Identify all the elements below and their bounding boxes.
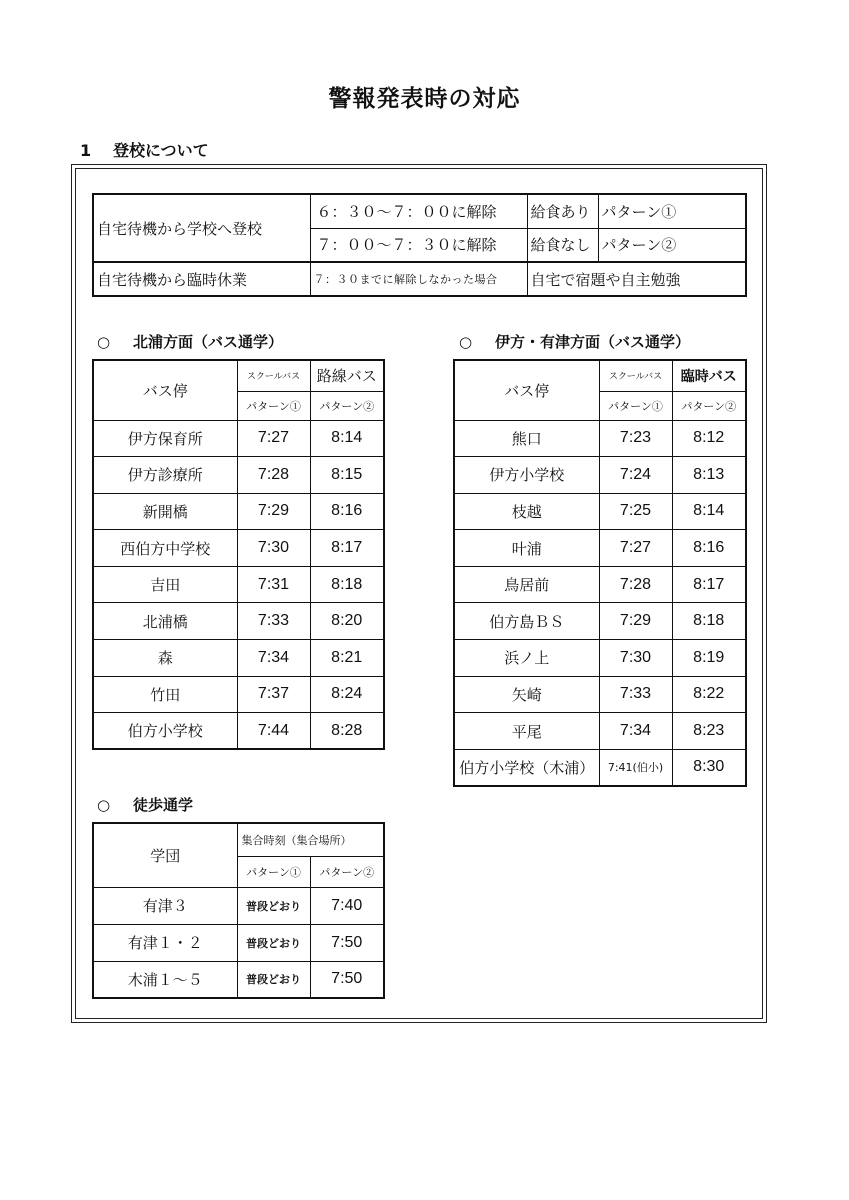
table-row: [454, 566, 746, 603]
pattern-1-time: 7:29: [599, 603, 672, 640]
pattern-2-time: 8:13: [672, 457, 746, 494]
stop-name: 新開橋: [93, 493, 237, 530]
pattern-1-time: 7:24: [599, 457, 672, 494]
col-route-bus: 路線バス: [310, 360, 384, 391]
pattern-2-time: 8:12: [672, 420, 746, 457]
table-row: [454, 457, 746, 494]
col-bus-stop: バス停: [93, 360, 237, 420]
col-pattern-2: パターン②: [672, 391, 746, 420]
table-row: [454, 749, 746, 786]
stop-name: 鳥居前: [454, 566, 599, 603]
pattern-2-time: 7:40: [310, 887, 384, 924]
col-school-bus: スクールバス: [237, 360, 310, 391]
stop-name: 浜ノ上: [454, 640, 599, 677]
summary-condition: ７：００～７：３０に解除: [310, 228, 527, 262]
pattern-1-time: 7:44: [237, 713, 310, 750]
table-row: [93, 493, 384, 530]
table-row: [93, 603, 384, 640]
pattern-1-time: 7:37: [237, 676, 310, 713]
summary-row1-label: 自宅待機から学校へ登校: [93, 194, 310, 262]
table-header-row: [454, 360, 746, 391]
table-row: [93, 887, 384, 924]
ikata-heading: [459, 331, 690, 352]
section-heading: [80, 138, 209, 161]
col-gather-time: 集合時刻（集合場所）: [237, 823, 384, 856]
pattern-1-time: 7:33: [237, 603, 310, 640]
table-row: [93, 713, 384, 750]
stop-name: 伊方保育所: [93, 420, 237, 457]
circle-bullet: ○: [459, 333, 473, 351]
summary-action: 自宅で宿題や自主勉強: [527, 262, 746, 296]
stop-name: 伯方小学校: [93, 713, 237, 750]
stop-name: 伊方小学校: [454, 457, 599, 494]
table-row: [454, 676, 746, 713]
pattern-2-time: 8:14: [672, 493, 746, 530]
pattern-1-time: 7:41(伯小): [599, 749, 672, 786]
stop-name: 枝越: [454, 493, 599, 530]
kitaura-table: [92, 359, 385, 750]
group-name: 有津１・２: [93, 924, 237, 961]
pattern-1-time: 7:30: [599, 640, 672, 677]
col-pattern-1: パターン①: [237, 856, 310, 887]
table-header-row: [93, 360, 384, 391]
pattern-1-time: 7:25: [599, 493, 672, 530]
summary-condition: ６：３０～７：００に解除: [310, 194, 527, 228]
table-row: [454, 530, 746, 567]
section-number: 1: [80, 141, 92, 160]
table-row: [93, 640, 384, 677]
stop-name: 森: [93, 640, 237, 677]
table-header-row: [93, 823, 384, 856]
summary-pattern: パターン①: [598, 194, 746, 228]
pattern-1-time: 7:31: [237, 566, 310, 603]
group-name: 有津３: [93, 887, 237, 924]
pattern-2-time: 8:30: [672, 749, 746, 786]
summary-row: [93, 262, 746, 296]
group-name: 木浦１～５: [93, 961, 237, 998]
col-school-bus: スクールバス: [599, 360, 672, 391]
col-bus-stop: バス停: [454, 360, 599, 420]
stop-name: 平尾: [454, 713, 599, 750]
pattern-1-time: 普段どおり: [237, 924, 310, 961]
stop-name: 叶浦: [454, 530, 599, 567]
col-pattern-2: パターン②: [310, 391, 384, 420]
summary-pattern: パターン②: [598, 228, 746, 262]
summary-table: [92, 193, 747, 297]
pattern-2-time: 8:22: [672, 676, 746, 713]
pattern-1-time: 7:28: [237, 457, 310, 494]
walk-heading-label: 徒歩通学: [133, 796, 194, 814]
table-row: [93, 566, 384, 603]
pattern-1-time: 7:34: [599, 713, 672, 750]
summary-condition: ７：３０までに解除しなかった場合: [310, 262, 527, 296]
table-row: [93, 420, 384, 457]
table-row: [454, 493, 746, 530]
col-temp-bus: 臨時バス: [672, 360, 746, 391]
pattern-2-time: 8:23: [672, 713, 746, 750]
pattern-1-time: 普段どおり: [237, 961, 310, 998]
summary-row: [93, 194, 746, 228]
pattern-1-time: 7:30: [237, 530, 310, 567]
pattern-1-time: 7:29: [237, 493, 310, 530]
stop-name: 熊口: [454, 420, 599, 457]
table-row: [93, 676, 384, 713]
pattern-2-time: 8:19: [672, 640, 746, 677]
stop-name: 吉田: [93, 566, 237, 603]
pattern-2-time: 8:21: [310, 640, 384, 677]
col-pattern-1: パターン①: [599, 391, 672, 420]
pattern-2-time: 8:17: [672, 566, 746, 603]
pattern-1-time: 普段どおり: [237, 887, 310, 924]
stop-name: 矢崎: [454, 676, 599, 713]
table-row: [93, 457, 384, 494]
pattern-2-time: 8:16: [310, 493, 384, 530]
summary-lunch: 給食あり: [527, 194, 598, 228]
pattern-1-time: 7:33: [599, 676, 672, 713]
col-group: 学団: [93, 823, 237, 887]
walk-table: [92, 822, 385, 999]
pattern-2-time: 8:14: [310, 420, 384, 457]
stop-name: 西伯方中学校: [93, 530, 237, 567]
stop-name: 北浦橋: [93, 603, 237, 640]
col-pattern-2: パターン②: [310, 856, 384, 887]
stop-name: 伯方小学校（木浦）: [454, 749, 599, 786]
summary-row2-label: 自宅待機から臨時休業: [93, 262, 310, 296]
section-label: 登校について: [113, 141, 209, 160]
table-row: [454, 603, 746, 640]
table-row: [93, 924, 384, 961]
circle-bullet: ○: [97, 796, 111, 814]
summary-lunch: 給食なし: [527, 228, 598, 262]
ikata-heading-label: 伊方・有津方面（バス通学）: [495, 333, 691, 351]
pattern-2-time: 8:18: [672, 603, 746, 640]
stop-name: 伯方島ＢＳ: [454, 603, 599, 640]
pattern-2-time: 7:50: [310, 924, 384, 961]
pattern-2-time: 8:17: [310, 530, 384, 567]
circle-bullet: ○: [97, 333, 111, 351]
table-row: [454, 640, 746, 677]
page-title: 警報発表時の対応: [328, 86, 521, 112]
table-row: [93, 530, 384, 567]
table-row: [93, 961, 384, 998]
pattern-2-time: 8:18: [310, 566, 384, 603]
pattern-1-time: 7:34: [237, 640, 310, 677]
table-row: [454, 713, 746, 750]
ikata-table: [453, 359, 747, 787]
pattern-2-time: 8:28: [310, 713, 384, 750]
col-pattern-1: パターン①: [237, 391, 310, 420]
stop-name: 竹田: [93, 676, 237, 713]
pattern-1-time: 7:23: [599, 420, 672, 457]
pattern-2-time: 7:50: [310, 961, 384, 998]
kitaura-heading-label: 北浦方面（バス通学）: [133, 333, 284, 351]
stop-name: 伊方診療所: [93, 457, 237, 494]
pattern-1-time: 7:28: [599, 566, 672, 603]
pattern-2-time: 8:20: [310, 603, 384, 640]
pattern-2-time: 8:15: [310, 457, 384, 494]
table-row: [454, 420, 746, 457]
pattern-2-time: 8:16: [672, 530, 746, 567]
pattern-2-time: 8:24: [310, 676, 384, 713]
pattern-1-time: 7:27: [599, 530, 672, 567]
kitaura-heading: [97, 331, 283, 352]
pattern-1-time: 7:27: [237, 420, 310, 457]
walk-heading: [97, 794, 193, 815]
